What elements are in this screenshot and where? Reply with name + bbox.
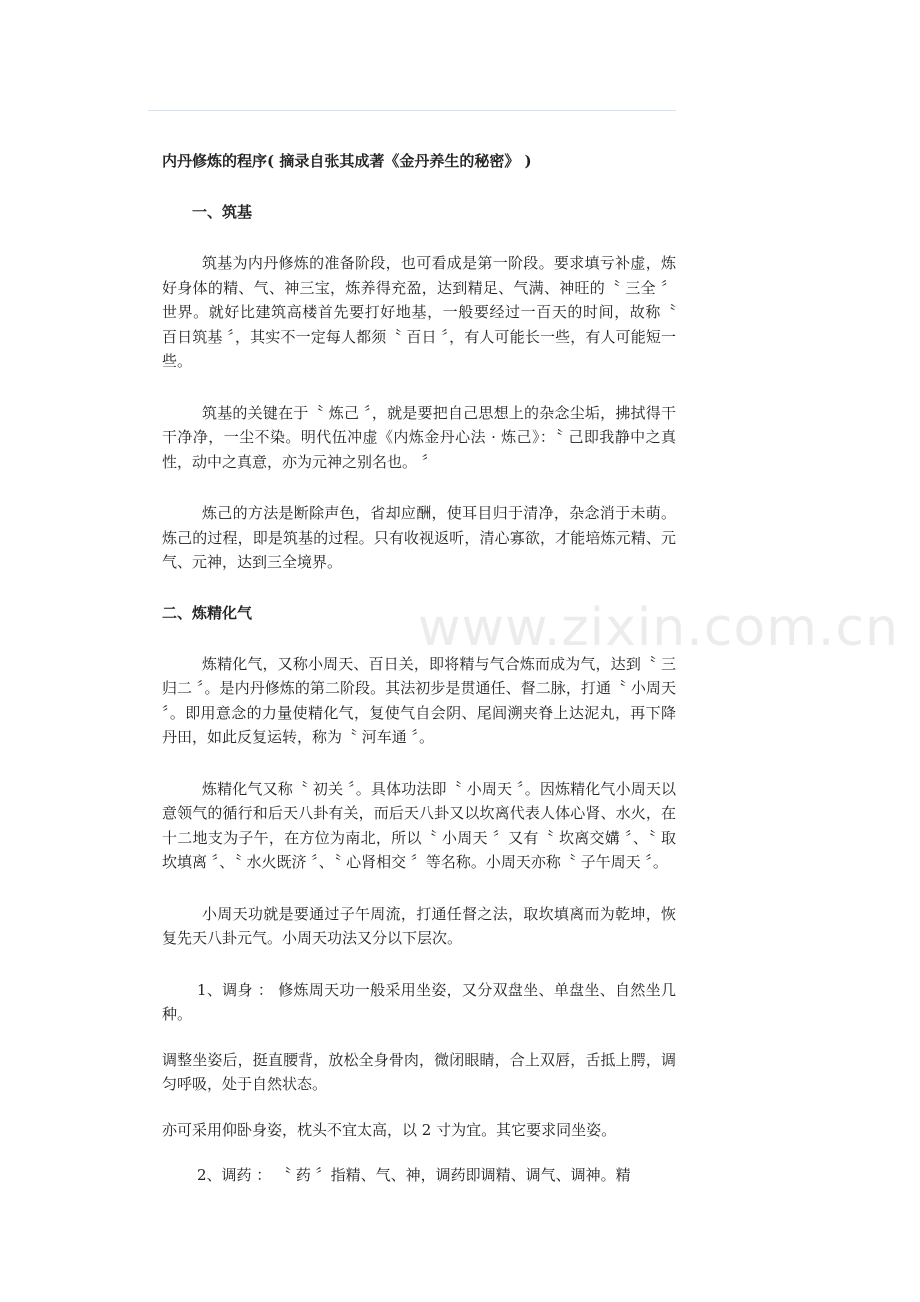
top-divider <box>148 110 676 111</box>
paragraph: 筑基的关键在于〝 炼己 〞，就是要把自己思想上的杂念尘垢，拂拭得干干净净，一尘不染。明代伍冲虚《内炼金丹心法 · 炼己》：〝 己即我静中之真性，动中之真意，亦为元神之别名也。 〞 <box>162 403 676 471</box>
paragraph: 炼己的方法是断除声色，省却应酬，使耳目归于清净，杂念消于未萌。炼己的过程，即是筑基的过程。只有收视返听，清心寡欲，才能培炼元精、元气、元神，达到三全境界。 <box>162 504 676 571</box>
paragraph: 小周天功就是要通过子午周流，打通任督之法，取坎填离而为乾坤，恢复先天八卦元气。小周天功法又分以下层次。 <box>162 904 676 947</box>
paragraph: 调整坐姿后，挺直腰背，放松全身骨肉，微闭眼睛，合上双唇，舌抵上腭，调匀呼吸，处于自然状态。 <box>162 1050 676 1093</box>
paragraph: 炼精化气又称〝 初关 〞。具体功法即〝 小周天 〞。因炼精化气小周天以意领气的循行和后天八卦有关，而后天八卦又以坎离代表人体心肾、水火，在十二地支为子午，在方位为南北，所以〝 小周天 〞又有〝 坎离交媾 〞、〝 取坎填离 〞、〝 水火既济 〞、〝 心肾相交 〞等名称。小周天亦称〝 子午周天 〞。 <box>162 779 676 871</box>
document-body <box>162 150 676 1188</box>
step-paragraph: 2、调药 ： 〝 药 〞指精、气、神，调药即调精、调气、调神。精 <box>197 1166 631 1184</box>
watermark: www.zixin.com.cn <box>418 598 899 658</box>
document-title: 内丹修炼的程序( 摘录自张其成著《金丹养生的秘密》 ) <box>162 152 532 170</box>
paragraph: 亦可采用仰卧身姿，枕头不宜太高，以 2 寸为宜。其它要求同坐姿。 <box>162 1120 617 1139</box>
step-paragraph: 1、调身 ： 修炼周天功一般采用坐姿，又分双盘坐、单盘坐、自然坐几种。 <box>162 980 676 1023</box>
section-heading-1: 一、筑基 <box>192 203 253 221</box>
section-heading-2: 二、炼精化气 <box>162 603 253 622</box>
paragraph: 筑基为内丹修炼的准备阶段，也可看成是第一阶段。要求填亏补虚，炼好身体的精、气、神三宝，炼养得充盈，达到精足、气满、神旺的〝 三全 〞世界。就好比建筑高楼首先要打好地基，一般要经过一百天的时间，故称〝 百日筑基 〞，其实不一定每人都须〝 百日 〞，有人可能长一些，有人可能短一些。 <box>162 254 676 370</box>
paragraph: 炼精化气，又称小周天、百日关，即将精与气合炼而成为气，达到〝 三归二 〞。是内丹修炼的第二阶段。其法初步是贯通任、督二脉，打通〝 小周天 〞。即用意念的力量使精化气，复使气自会阴、尾闾溯夹脊上达泥丸，再下降丹田，如此反复运转，称为〝 河车通 〞。 <box>162 654 676 746</box>
